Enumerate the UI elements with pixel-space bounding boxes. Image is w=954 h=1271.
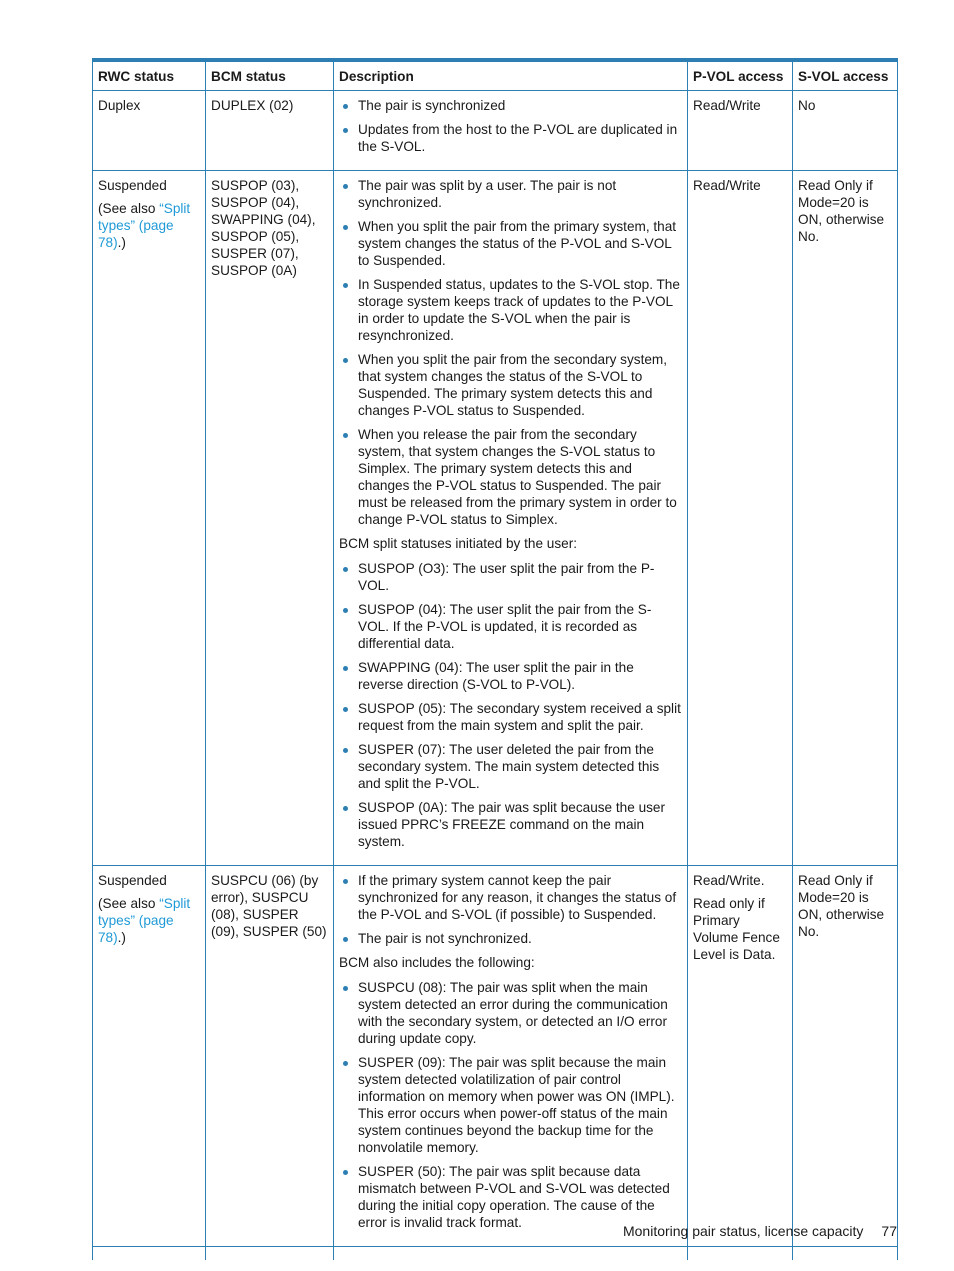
description-list (339, 97, 682, 155)
header-svol-access: S-VOL access (793, 60, 898, 91)
list-item: SUSPER (50): The pair was split because data mismatch between P-VOL and S-VOL was detected during the initial copy operation. The cause of the error is invalid track format. (339, 1163, 682, 1231)
description-list (339, 177, 682, 528)
pvol-access-text: Read/Write. (693, 873, 765, 888)
list-item: In Suspended status, updates to the S-VOL stop. The storage system keeps track of updates to the P-VOL in order to update the S-VOL when the pair is resynchronized. (339, 276, 682, 344)
list-item: The pair is not synchronized. (339, 930, 682, 947)
description-intro: BCM split statuses initiated by the user: (339, 536, 577, 551)
page-number: 77 (881, 1223, 897, 1239)
rwc-status-cell (93, 91, 206, 171)
table-row (93, 171, 898, 866)
list-item: Updates from the host to the P-VOL are duplicated in the S-VOL. (339, 121, 682, 155)
bcm-split-status-list (339, 560, 682, 850)
table-row (93, 91, 898, 171)
bcm-status-cell: SUSPCU (06) (by error), SUSPCU (08), SUSPER (09), SUSPER (50) (206, 866, 334, 1247)
bcm-status-cell: SUSPOP (03), SUSPOP (04), SWAPPING (04), SUSPOP (05), SUSPER (07), SUSPOP (0A) (206, 171, 334, 866)
list-item: When you release the pair from the secondary system, that system changes the S-VOL status to Simplex. The primary system detects this and changes the P-VOL status to Suspended. The pair must be released from the primary system in order to change P-VOL status to Simplex. (339, 426, 682, 528)
list-item: SUSPOP (05): The secondary system received a split request from the main system and split the pair. (339, 700, 682, 734)
see-also-prefix: (See also (98, 896, 160, 911)
list-item: SUSPCU (08): The pair was split when the main system detected an error during the communication with the secondary system, or detected an I/O error during update copy. (339, 979, 682, 1047)
rwc-status-cell (93, 171, 206, 866)
list-item: If the primary system cannot keep the pair synchronized for any reason, it changes the status of the P-VOL and S-VOL (if possible) to Suspended. (339, 872, 682, 923)
table-row (93, 866, 898, 1247)
see-also-note (98, 200, 200, 251)
list-item: The pair is synchronized (339, 97, 682, 114)
see-also-suffix: .) (117, 930, 126, 945)
pvol-access-cell (688, 866, 793, 1247)
pvol-access-cell (688, 171, 793, 866)
split-types-link[interactable]: “Split types” (page 78) (98, 201, 191, 250)
rwc-status-cell (93, 866, 206, 1247)
svol-access-cell: Read Only if Mode=20 is ON, otherwise No. (793, 866, 898, 1247)
description-cell (334, 171, 688, 866)
list-item: The pair was split by a user. The pair is not synchronized. (339, 177, 682, 211)
bcm-status-cell: DUPLEX (02) (206, 91, 334, 171)
list-item: SUSPER (07): The user deleted the pair from the secondary system. The main system detected this and split the P-VOL. (339, 741, 682, 792)
header-bcm-status: BCM status (206, 60, 334, 91)
list-item: SUSPOP (04): The user split the pair from the S-VOL. If the P-VOL is updated, it is recorded as differential data. (339, 601, 682, 652)
pvol-access-text: Read/Write (693, 178, 761, 193)
pvol-access-cell (688, 91, 793, 171)
description-list (339, 872, 682, 947)
header-rwc-status: RWC status (93, 60, 206, 91)
list-item: When you split the pair from the primary system, that system changes the status of the P-VOL and S-VOL to Suspended. (339, 218, 682, 269)
list-item: When you split the pair from the secondary system, that system changes the status of the S-VOL to Suspended. The primary system detects this and changes P-VOL status to Suspended. (339, 351, 682, 419)
header-description: Description (334, 60, 688, 91)
see-also-suffix: .) (117, 235, 126, 250)
pvol-access-text: Read/Write (693, 98, 761, 113)
list-item: SWAPPING (04): The user split the pair in the reverse direction (S-VOL to P-VOL). (339, 659, 682, 693)
table-header-row (93, 60, 898, 91)
svol-access-cell: No (793, 91, 898, 171)
see-also-note (98, 895, 200, 946)
see-also-prefix: (See also (98, 201, 160, 216)
rwc-status: Suspended (98, 873, 167, 888)
page-footer (600, 1223, 897, 1239)
description-intro: BCM also includes the following: (339, 955, 535, 970)
pair-status-table (92, 58, 898, 1260)
list-item: SUSPOP (O3): The user split the pair from the P-VOL. (339, 560, 682, 594)
list-item: SUSPER (09): The pair was split because the main system detected volatilization of pair control information on memory when power was ON (IMPL). This error occurs when power-off status of the main system continues beyond the backup time for the nonvolatile memory. (339, 1054, 682, 1156)
description-cell (334, 91, 688, 171)
list-item: SUSPOP (0A): The pair was split because the user issued PPRC’s FREEZE command on the main system. (339, 799, 682, 850)
bcm-error-status-list (339, 979, 682, 1231)
rwc-status: Suspended (98, 178, 167, 193)
rwc-status: Duplex (98, 98, 141, 113)
svol-access-cell: Read Only if Mode=20 is ON, otherwise No. (793, 171, 898, 866)
table-continuation-row (93, 1247, 898, 1261)
pvol-access-note: Read only if Primary Volume Fence Level is Data. (693, 896, 780, 962)
footer-section-title: Monitoring pair status, license capacity (622, 1223, 864, 1239)
description-cell (334, 866, 688, 1247)
split-types-link[interactable]: “Split types” (page 78) (98, 896, 191, 945)
header-pvol-access: P-VOL access (688, 60, 793, 91)
